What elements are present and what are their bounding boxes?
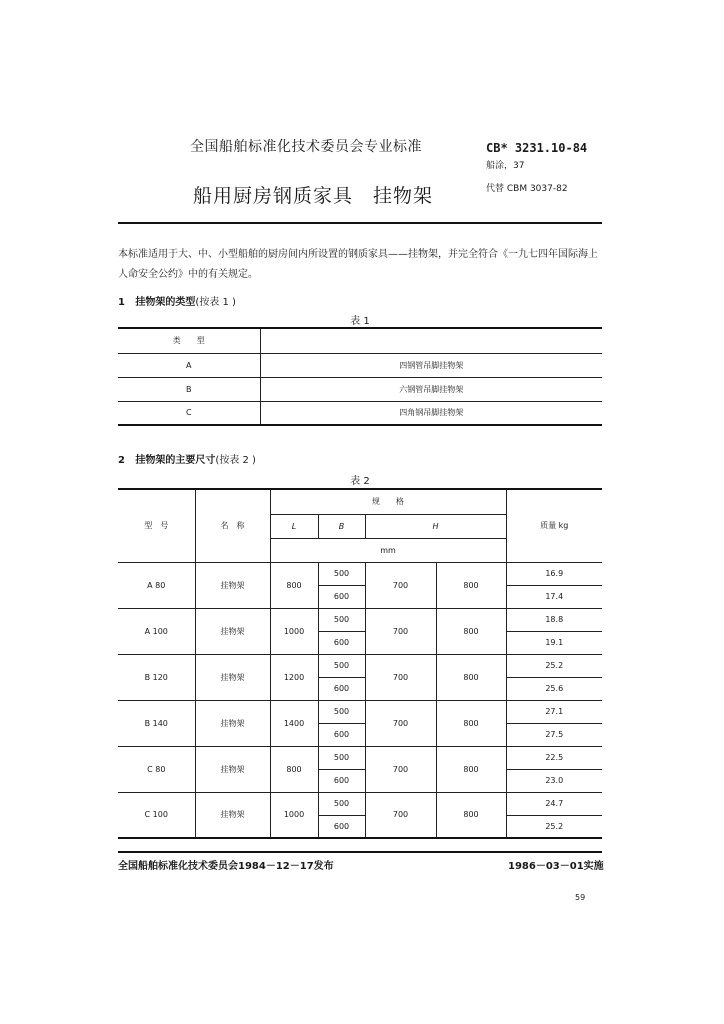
mass-cell: 19.1 [506,631,602,654]
section-1-note: (按表 1 ) [195,297,236,308]
length-cell: 1200 [270,654,318,700]
model-cell: B 140 [118,700,195,746]
section-2-note: (按表 2 ) [215,455,256,466]
header-model: 型 号 [118,489,195,562]
section-1-title: 挂物架的类型 [135,297,196,308]
table-row [118,654,602,677]
height-cell: 800 [436,562,506,608]
length-cell: 1400 [270,700,318,746]
table-row [118,377,602,401]
type-cell: B [118,377,260,401]
width-cell: 500 [318,792,365,815]
height-cell: 700 [365,700,436,746]
width-cell: 500 [318,700,365,723]
model-cell: A 100 [118,608,195,654]
table-1 [118,327,602,426]
intro-paragraph: 本标准适用于大、中、小型船舶的厨房间内所设置的钢质家具——挂物架，并完全符合《一九七四年国际海上人命安全公约》中的有关规定。 [118,249,598,280]
header-mass: 质量 kg [506,489,602,562]
header-L: L [270,514,318,538]
height-cell: 800 [436,792,506,838]
name-cell: 挂物架 [195,562,270,608]
mass-cell: 24.7 [506,792,602,815]
desc-cell: 四角钢吊脚挂物架 [260,401,602,425]
table-row [118,401,602,425]
mass-cell: 18.8 [506,608,602,631]
name-cell: 挂物架 [195,654,270,700]
standard-category: 船涂，37 [486,161,525,171]
section-2-number: 2 [118,455,125,466]
height-cell: 700 [365,654,436,700]
mass-cell: 25.2 [506,654,602,677]
height-cell: 800 [436,746,506,792]
length-cell: 800 [270,746,318,792]
length-cell: 1000 [270,608,318,654]
model-cell: C 100 [118,792,195,838]
mass-cell: 17.4 [506,585,602,608]
width-cell: 600 [318,723,365,746]
standard-code: CB* 3231.10-84 [486,141,588,155]
width-cell: 500 [318,562,365,585]
length-cell: 1000 [270,792,318,838]
section-2-title: 挂物架的主要尺寸 [135,455,216,466]
header-rule [118,222,602,224]
model-cell: A 80 [118,562,195,608]
table-row [118,608,602,631]
name-cell: 挂物架 [195,700,270,746]
name-cell: 挂物架 [195,746,270,792]
height-cell: 700 [365,608,436,654]
section-1-number: 1 [118,297,125,308]
name-cell: 挂物架 [195,608,270,654]
table-2 [118,488,602,839]
mass-cell: 23.0 [506,769,602,792]
width-cell: 600 [318,631,365,654]
width-cell: 500 [318,654,365,677]
width-cell: 600 [318,769,365,792]
table-row [118,562,602,585]
width-cell: 600 [318,677,365,700]
desc-cell: 六钢管吊脚挂物架 [260,377,602,401]
table-1-caption: 表 1 [350,316,370,327]
width-cell: 600 [318,815,365,838]
type-cell: C [118,401,260,425]
issued-date: 全国船舶标准化技术委员会1984－12－17发布 [118,861,334,872]
document-title: 船用厨房钢质家具 挂物架 [193,185,434,207]
table-row [118,700,602,723]
height-cell: 800 [436,654,506,700]
width-cell: 500 [318,746,365,769]
page-number: 59 [575,893,586,902]
name-cell: 挂物架 [195,792,270,838]
section-1-heading [118,293,236,308]
mass-cell: 27.1 [506,700,602,723]
table-1-header-type: 类 型 [118,328,260,353]
mass-cell: 16.9 [506,562,602,585]
table-row [118,746,602,769]
committee-title: 全国船舶标准化技术委员会专业标准 [190,139,422,155]
model-cell: C 80 [118,746,195,792]
header-B: B [318,514,365,538]
width-cell: 600 [318,585,365,608]
table-1-header-desc [260,328,602,353]
mass-cell: 25.6 [506,677,602,700]
height-cell: 800 [436,700,506,746]
type-cell: A [118,353,260,377]
mass-cell: 27.5 [506,723,602,746]
model-cell: B 120 [118,654,195,700]
header-unit: mm [270,538,506,562]
header-H: H [365,514,506,538]
section-2-heading [118,451,256,466]
replaces-note: 代替 CBM 3037-82 [486,184,568,194]
header-name: 名 称 [195,489,270,562]
desc-cell: 四钢管吊脚挂物架 [260,353,602,377]
height-cell: 700 [365,746,436,792]
width-cell: 500 [318,608,365,631]
length-cell: 800 [270,562,318,608]
table-row [118,353,602,377]
mass-cell: 22.5 [506,746,602,769]
height-cell: 800 [436,608,506,654]
effective-date: 1986－03－01实施 [508,861,604,872]
table-2-caption: 表 2 [350,476,370,487]
height-cell: 700 [365,562,436,608]
header-spec: 规 格 [270,489,506,514]
footer-rule [118,851,602,853]
table-row [118,792,602,815]
mass-cell: 25.2 [506,815,602,838]
height-cell: 700 [365,792,436,838]
